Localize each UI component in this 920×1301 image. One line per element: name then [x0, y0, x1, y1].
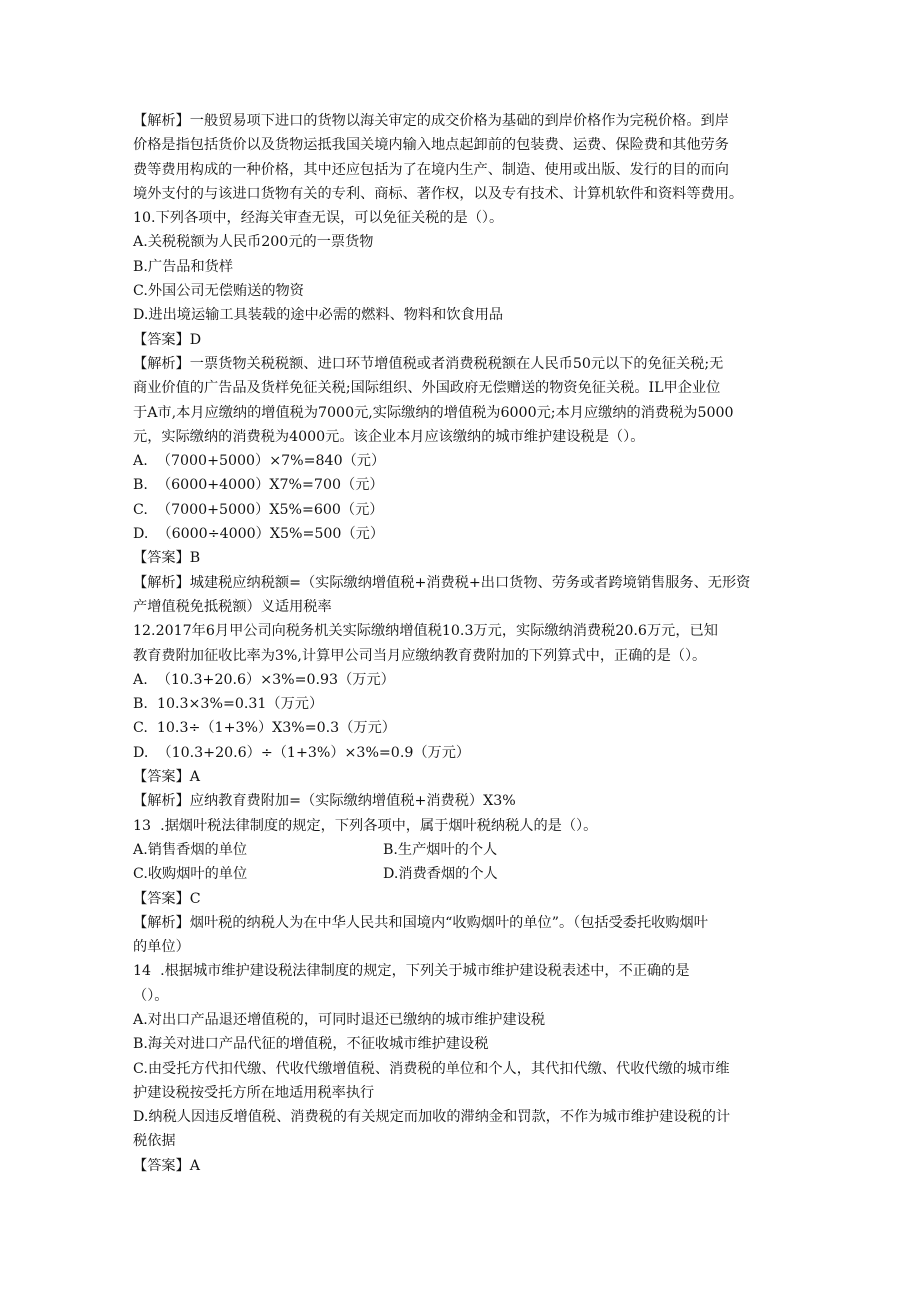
text-line: 税依据 — [133, 1133, 176, 1150]
question-stem: 12.2017年6月甲公司向税务机关实际缴纳增值税10.3万元，实际缴纳消费税20.6万元，已知 — [133, 623, 718, 640]
text-line: 于A市,本月应缴纳的增值税为7000元,实际缴纳的增值税为6000元;本月应缴纳的消费税为5000 — [133, 404, 734, 421]
question-13 — [133, 814, 793, 887]
option-b: B.海关对进口产品代征的增值税，不征收城市维护建设税 — [133, 1036, 489, 1053]
option-c: C. 10.3÷（1+3%）X3%=0.3（万元） — [133, 720, 396, 737]
option-a: A.关税税额为人民币200元的一票货物 — [133, 234, 374, 251]
analysis-line: 【解析】城建税应纳税额=（实际缴纳增值税+消费税+出口货物、劳务或者跨境销售服务、无形资 — [133, 574, 751, 591]
question-stem: 10.下列各项中，经海关审查无误，可以免征关税的是（）。 — [133, 210, 504, 227]
option-c: C.由受托方代扣代缴、代收代缴增值税、消费税的单位和个人，其代扣代缴、代收代缴的城市维 — [133, 1060, 730, 1077]
option-d: D.进出境运输工具装载的途中必需的燃料、物料和饮食用品 — [133, 307, 504, 324]
text-line: 费等费用构成的一种价格，其中还应包括为了在境内生产、制造、使用或出版、发行的目的而向 — [133, 161, 729, 178]
text-line: 商业价值的广告品及货样免征关税;国际组织、外国政府无偿赠送的物资免征关税。IL甲企业位 — [133, 380, 721, 397]
option-b: B. 10.3×3%=0.31（万元） — [133, 696, 324, 713]
text-line: 【解析】一般贸易项下进口的货物以海关审定的成交价格为基础的到岸价格作为完税价格。到岸 — [133, 113, 729, 129]
question-12 — [133, 619, 793, 813]
option-c: C.收购烟叶的单位 — [133, 866, 248, 883]
document-page — [133, 109, 793, 1178]
option-c: C. （7000+5000）X5%=600（元） — [133, 501, 384, 518]
answer-line: 【答案】B — [133, 550, 201, 567]
question-stem: 13 .据烟叶税法律制度的规定，下列各项中，属于烟叶税纳税人的是（）。 — [133, 817, 598, 834]
question-14 — [133, 887, 793, 1179]
option-b: B. （6000+4000）X7%=700（元） — [133, 477, 384, 494]
option-a: A. （10.3+20.6）×3%=0.93（万元） — [133, 671, 395, 688]
option-row — [133, 838, 793, 862]
answer-line: 【答案】C — [133, 890, 201, 907]
text-line: 教育费附加征收比率为3%,计算甲公司当月应缴纳教育费附加的下列算式中，正确的是（）。 — [133, 647, 707, 664]
question-10 — [133, 206, 793, 352]
option-d: D.消费香烟的个人 — [383, 866, 498, 883]
option-a: A. （7000+5000）×7%=840（元） — [133, 453, 386, 470]
text-line: （）。 — [133, 987, 169, 1004]
answer-line: 【答案】D — [133, 331, 202, 348]
option-a: A.销售香烟的单位 — [133, 841, 248, 858]
text-line: 境外支付的与该进口货物有关的专利、商标、著作权，以及专有技术、计算机软件和资料等费用。 — [133, 185, 744, 202]
option-a: A.对出口产品退还增值税的，可同时退还已缴纳的城市维护建设税 — [133, 1011, 546, 1028]
answer-line: 【答案】A — [133, 1157, 200, 1174]
option-d: D. （10.3+20.6）÷（1+3%）×3%=0.9（万元） — [133, 744, 471, 761]
option-b: B.生产烟叶的个人 — [383, 841, 498, 858]
option-b: B.广告品和货样 — [133, 258, 234, 275]
option-d: D.纳税人因违反增值税、消费税的有关规定而加收的滞纳金和罚款，不作为城市维护建设税的计 — [133, 1109, 731, 1126]
analysis-line: 【解析】应纳教育费附加=（实际缴纳增值税+消费税）X3% — [133, 793, 516, 810]
text-line: 护建设税按受托方所在地适用税率执行 — [133, 1084, 375, 1101]
question-11 — [133, 352, 793, 619]
question-stem: 14 .根据城市维护建设税法律制度的规定，下列关于城市维护建设税表述中，不正确的是 — [133, 963, 690, 980]
text-line: 产增值税免抵税额）义适用税率 — [133, 598, 332, 615]
block-analysis-1 — [133, 109, 793, 206]
text-line: 元，实际缴纳的消费税为4000元。该企业本月应该缴纳的城市维护建设税是（）。 — [133, 428, 645, 445]
option-d: D. （6000÷4000）X5%=500（元） — [133, 526, 385, 543]
text-line: 价格是指包括货价以及货物运抵我国关境内输入地点起卸前的包装费、运费、保险费和其他劳务 — [133, 137, 729, 154]
analysis-line: 【解析】一票货物关税税额、进口环节增值税或者消费税税额在人民币50元以下的免征关税;无 — [133, 355, 724, 372]
text-line: 的单位） — [133, 939, 190, 956]
option-row — [133, 862, 793, 886]
answer-line: 【答案】A — [133, 769, 200, 786]
option-c: C.外国公司无偿贿送的物资 — [133, 283, 304, 300]
analysis-line: 【解析】烟叶税的纳税人为在中华人民共和国境内“收购烟叶的单位”。（包括受委托收购烟叶 — [133, 914, 708, 931]
